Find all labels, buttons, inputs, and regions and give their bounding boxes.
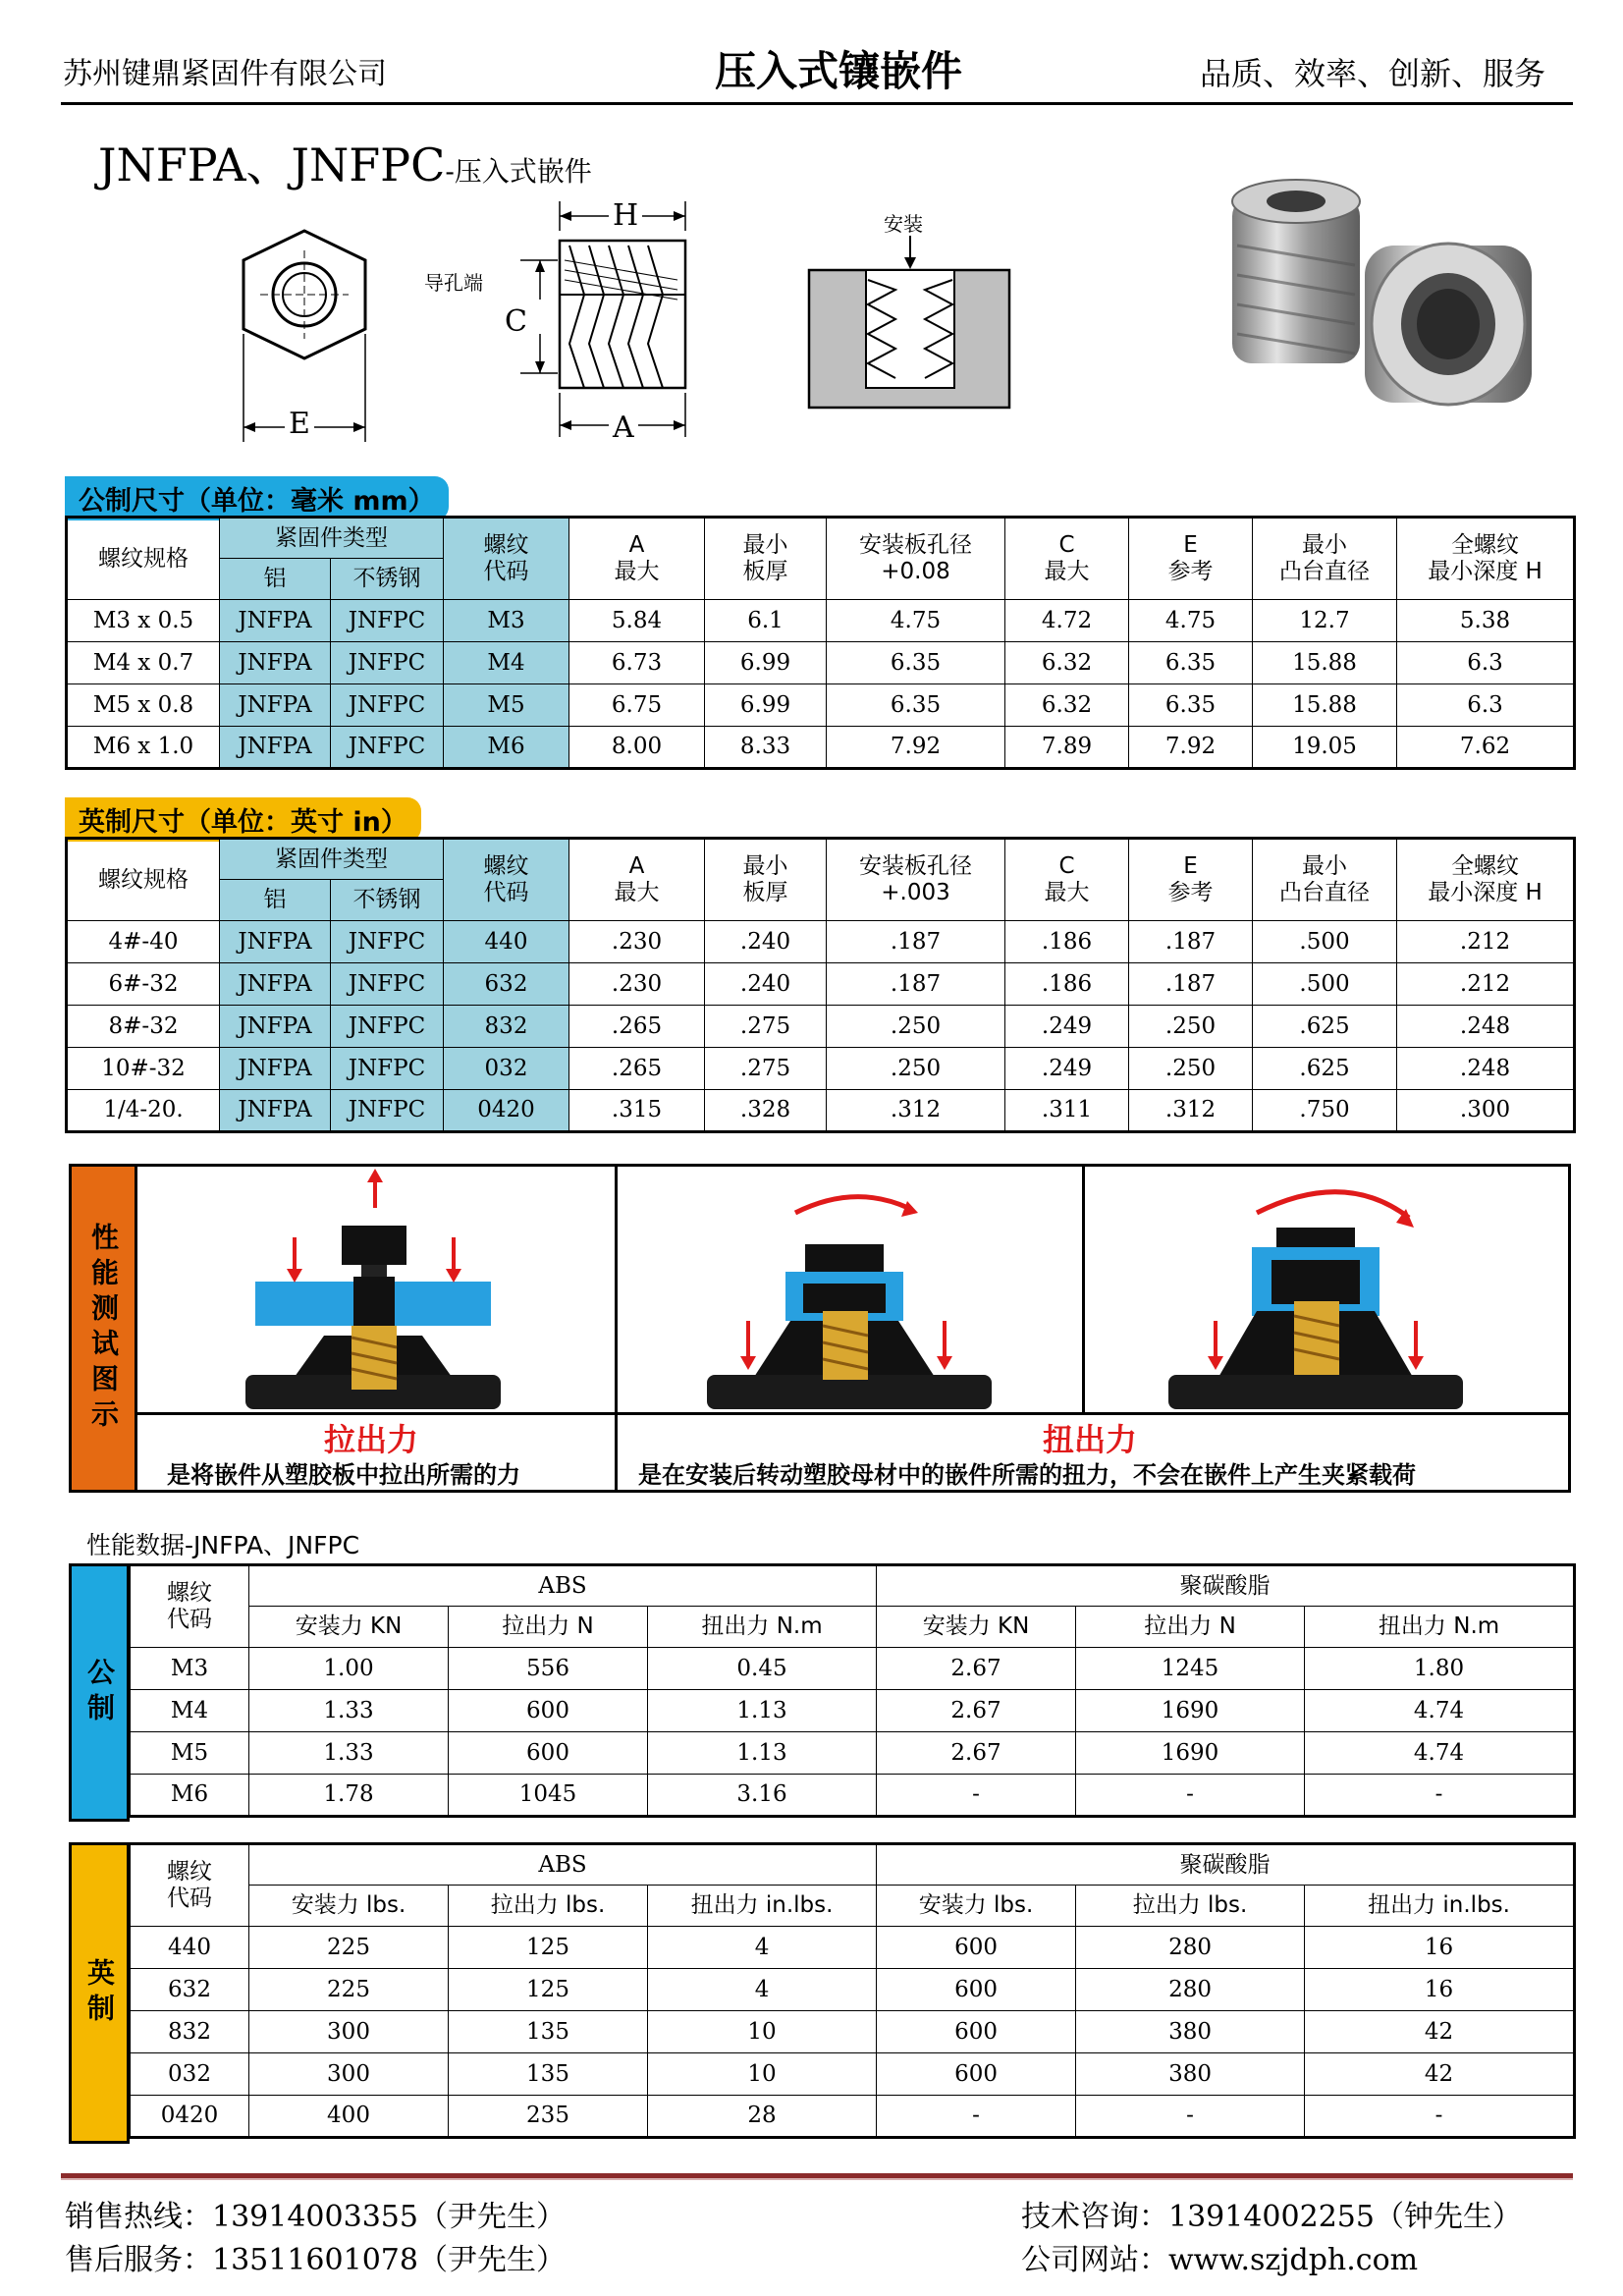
table-cell: 225 — [249, 1969, 449, 2011]
column-header: 安装力 KN — [877, 1607, 1076, 1648]
product-suffix: -压入式嵌件 — [445, 155, 592, 188]
page-title: 压入式镶嵌件 — [715, 47, 963, 95]
header-depth: 全螺纹 最小深度 H — [1397, 518, 1575, 600]
table-cell: JNFPA — [220, 600, 331, 642]
header-rule — [61, 102, 1573, 105]
table-cell: 280 — [1076, 1969, 1305, 2011]
table-cell: .315 — [569, 1090, 705, 1132]
torque-description: 是在安装后转动塑胶母材中的嵌件所需的扭力，不会在嵌件上产生夹紧载荷 — [638, 1461, 1416, 1489]
product-model: JNFPA、JNFPC — [98, 138, 446, 191]
table-cell: .250 — [1129, 1006, 1253, 1048]
table-cell: .230 — [569, 921, 705, 963]
table-cell: 8#-32 — [67, 1006, 220, 1048]
table-cell: 0420 — [444, 1090, 569, 1132]
table-cell: 2.67 — [877, 1648, 1076, 1690]
table-cell: JNFPA — [220, 1090, 331, 1132]
table-cell: 135 — [449, 2053, 648, 2096]
table-row — [67, 1048, 1575, 1090]
table-cell: 2.67 — [877, 1690, 1076, 1732]
imperial-size-rows — [67, 921, 1575, 1132]
divider — [135, 1167, 137, 1490]
table-cell: M4 x 0.7 — [67, 642, 220, 684]
column-header: 扭出力 N.m — [1305, 1607, 1575, 1648]
table-cell: 032 — [444, 1048, 569, 1090]
perf-imperial-rows — [130, 1927, 1575, 2138]
table-cell: 4.75 — [1129, 600, 1253, 642]
header-type: 紧固件类型 — [220, 839, 444, 880]
table-cell: 2.67 — [877, 1732, 1076, 1775]
perf-code-header: 螺纹 代码 — [130, 1844, 249, 1927]
metric-size-rows — [67, 600, 1575, 769]
table-cell: JNFPC — [331, 1090, 444, 1132]
table-cell: 600 — [877, 1927, 1076, 1969]
table-cell: JNFPC — [331, 921, 444, 963]
table-cell: 125 — [449, 1969, 648, 2011]
sales-hotline: 销售热线：13914003355（尹先生） — [65, 2200, 566, 2234]
table-cell: 556 — [449, 1648, 648, 1690]
table-cell: 16 — [1305, 1969, 1575, 2011]
table-cell: 10 — [648, 2011, 877, 2053]
header-thread: 螺纹规格 — [67, 518, 220, 600]
table-cell: 7.89 — [1005, 727, 1129, 769]
table-cell: 6.35 — [827, 642, 1005, 684]
group-abs: ABS — [249, 1844, 877, 1886]
product-photo — [1217, 177, 1551, 432]
header-a: A 最大 — [569, 518, 705, 600]
table-cell: JNFPC — [331, 963, 444, 1006]
header-code: 螺纹 代码 — [444, 839, 569, 921]
metric-size-table — [65, 516, 1576, 770]
table-row — [67, 1090, 1575, 1132]
table-cell: M3 — [130, 1648, 249, 1690]
table-cell: 4 — [648, 1969, 877, 2011]
table-cell: 400 — [249, 2096, 449, 2138]
table-cell: 0420 — [130, 2096, 249, 2138]
table-cell: .312 — [1129, 1090, 1253, 1132]
header-ss: 不锈钢 — [331, 559, 444, 600]
table-cell: M4 — [130, 1690, 249, 1732]
table-cell: JNFPA — [220, 963, 331, 1006]
table-cell: .500 — [1253, 963, 1397, 1006]
table-cell: .300 — [1397, 1090, 1575, 1132]
pull-out-description: 是将嵌件从塑胶板中拉出所需的力 — [167, 1461, 520, 1489]
label-h: H — [609, 198, 642, 233]
table-cell: 235 — [449, 2096, 648, 2138]
table-cell: 6.35 — [1129, 684, 1253, 727]
table-cell: 6.35 — [1129, 642, 1253, 684]
table-cell: JNFPA — [220, 1048, 331, 1090]
table-cell: JNFPA — [220, 921, 331, 963]
table-cell: 280 — [1076, 1927, 1305, 1969]
table-cell: M5 — [130, 1732, 249, 1775]
table-row — [67, 684, 1575, 727]
table-cell: 8.00 — [569, 727, 705, 769]
table-cell: 4.74 — [1305, 1732, 1575, 1775]
header-thread: 螺纹规格 — [67, 839, 220, 921]
table-row — [67, 963, 1575, 1006]
footer-rule — [61, 2173, 1573, 2180]
perf-metric-side-label: 公制 — [69, 1563, 130, 1822]
table-cell: .500 — [1253, 921, 1397, 963]
table-cell: 4.72 — [1005, 600, 1129, 642]
table-cell: .212 — [1397, 963, 1575, 1006]
table-row — [67, 642, 1575, 684]
table-cell: 4.74 — [1305, 1690, 1575, 1732]
table-cell: .212 — [1397, 921, 1575, 963]
column-header: 扭出力 in.lbs. — [1305, 1886, 1575, 1927]
table-cell: .248 — [1397, 1006, 1575, 1048]
table-cell: 300 — [249, 2011, 449, 2053]
table-cell: 15.88 — [1253, 642, 1397, 684]
table-cell: .187 — [827, 963, 1005, 1006]
perf-data-title: 性能数据-JNFPA、JNFPC — [86, 1531, 360, 1559]
table-cell: 1.13 — [648, 1690, 877, 1732]
column-header: 拉出力 N — [1076, 1607, 1305, 1648]
label-guide-end: 导孔端 — [424, 271, 483, 295]
table-cell: .750 — [1253, 1090, 1397, 1132]
table-cell: M5 — [444, 684, 569, 727]
torque-title: 扭出力 — [1043, 1421, 1138, 1458]
table-cell: .311 — [1005, 1090, 1129, 1132]
slogan: 品质、效率、创新、服务 — [1200, 55, 1546, 92]
table-cell: 5.38 — [1397, 600, 1575, 642]
table-cell: - — [1076, 2096, 1305, 2138]
perf-metric-rows — [130, 1648, 1575, 1817]
table-cell: .265 — [569, 1048, 705, 1090]
column-header: 拉出力 lbs. — [449, 1886, 648, 1927]
torque-illustration-2 — [1149, 1174, 1483, 1409]
table-cell: 1.33 — [249, 1690, 449, 1732]
header-c: C 最大 — [1005, 839, 1129, 921]
table-cell: .265 — [569, 1006, 705, 1048]
table-row — [130, 1648, 1575, 1690]
column-header: 安装力 lbs. — [877, 1886, 1076, 1927]
table-cell: .328 — [705, 1090, 827, 1132]
table-row — [67, 921, 1575, 963]
table-cell: .187 — [1129, 963, 1253, 1006]
table-row — [67, 600, 1575, 642]
label-a: A — [609, 410, 638, 445]
pull-out-title: 拉出力 — [324, 1421, 419, 1458]
header-min-sheet: 最小 板厚 — [705, 839, 827, 921]
table-cell: .187 — [1129, 921, 1253, 963]
table-cell: 600 — [877, 2011, 1076, 2053]
table-cell: 832 — [444, 1006, 569, 1048]
table-row — [67, 1006, 1575, 1048]
header-hole: 安装板孔径 +0.08 — [827, 518, 1005, 600]
table-cell: 3.16 — [648, 1775, 877, 1817]
table-cell: 8.33 — [705, 727, 827, 769]
column-header: 扭出力 N.m — [648, 1607, 877, 1648]
table-cell: M4 — [444, 642, 569, 684]
table-cell: 7.92 — [1129, 727, 1253, 769]
table-cell: 440 — [444, 921, 569, 963]
table-cell: JNFPC — [331, 727, 444, 769]
table-cell: 6.35 — [827, 684, 1005, 727]
table-cell: - — [1305, 2096, 1575, 2138]
header-hole: 安装板孔径 +.003 — [827, 839, 1005, 921]
table-cell: - — [1076, 1775, 1305, 1817]
product-name — [98, 130, 592, 194]
company-website[interactable]: 公司网站：www.szjdph.com — [1021, 2243, 1419, 2277]
table-cell: 6.1 — [705, 600, 827, 642]
table-cell: 1690 — [1076, 1690, 1305, 1732]
table-cell: 7.62 — [1397, 727, 1575, 769]
table-cell: 4 — [648, 1927, 877, 1969]
label-install: 安装 — [884, 212, 923, 236]
table-row — [130, 1775, 1575, 1817]
table-cell: - — [1305, 1775, 1575, 1817]
header-boss: 最小 凸台直径 — [1253, 518, 1397, 600]
table-row — [130, 1690, 1575, 1732]
table-cell: JNFPC — [331, 684, 444, 727]
table-cell: 600 — [449, 1732, 648, 1775]
after-sales: 售后服务：13511601078（尹先生） — [65, 2243, 566, 2277]
table-cell: 6.3 — [1397, 642, 1575, 684]
table-cell: 6.73 — [569, 642, 705, 684]
table-row — [130, 2053, 1575, 2096]
table-cell: .275 — [705, 1048, 827, 1090]
header-boss: 最小 凸台直径 — [1253, 839, 1397, 921]
table-cell: JNFPC — [331, 1048, 444, 1090]
table-cell: 6.99 — [705, 684, 827, 727]
table-cell: 16 — [1305, 1927, 1575, 1969]
metric-size-tag: 公制尺寸（单位：毫米 mm） — [65, 476, 449, 520]
table-cell: 1.78 — [249, 1775, 449, 1817]
table-cell: .250 — [1129, 1048, 1253, 1090]
tech-consult: 技术咨询：13914002255（钟先生） — [1021, 2200, 1522, 2234]
table-cell: .240 — [705, 921, 827, 963]
table-cell: 19.05 — [1253, 727, 1397, 769]
table-cell: .186 — [1005, 921, 1129, 963]
table-cell: M6 — [444, 727, 569, 769]
table-cell: 42 — [1305, 2053, 1575, 2096]
header-e: E 参考 — [1129, 839, 1253, 921]
perf-imperial-col-headers — [130, 1886, 1575, 1927]
table-row — [130, 1969, 1575, 2011]
table-cell: .249 — [1005, 1048, 1129, 1090]
table-cell: JNFPC — [331, 1006, 444, 1048]
table-cell: 135 — [449, 2011, 648, 2053]
table-row — [130, 1732, 1575, 1775]
table-cell: 0.45 — [648, 1648, 877, 1690]
perf-metric-col-headers — [130, 1607, 1575, 1648]
table-cell: .240 — [705, 963, 827, 1006]
table-cell: JNFPA — [220, 1006, 331, 1048]
table-cell: JNFPC — [331, 600, 444, 642]
table-cell: 12.7 — [1253, 600, 1397, 642]
table-cell: M3 x 0.5 — [67, 600, 220, 642]
header-a: A 最大 — [569, 839, 705, 921]
table-cell: 4#-40 — [67, 921, 220, 963]
table-cell: 5.84 — [569, 600, 705, 642]
table-cell: JNFPA — [220, 642, 331, 684]
header-depth: 全螺纹 最小深度 H — [1397, 839, 1575, 921]
divider — [1082, 1167, 1085, 1412]
table-cell: 440 — [130, 1927, 249, 1969]
table-row — [130, 2011, 1575, 2053]
table-cell: JNFPA — [220, 684, 331, 727]
table-cell: 1.13 — [648, 1732, 877, 1775]
table-row — [130, 2096, 1575, 2138]
table-cell: 1690 — [1076, 1732, 1305, 1775]
table-cell: 125 — [449, 1927, 648, 1969]
table-cell: 6.99 — [705, 642, 827, 684]
table-cell: 6#-32 — [67, 963, 220, 1006]
table-cell: 600 — [877, 2053, 1076, 2096]
header-al: 铝 — [220, 559, 331, 600]
table-cell: - — [877, 1775, 1076, 1817]
table-row — [130, 1927, 1575, 1969]
table-cell: 380 — [1076, 2053, 1305, 2096]
table-cell: 1045 — [449, 1775, 648, 1817]
table-cell: 1/4-20. — [67, 1090, 220, 1132]
table-cell: 6.32 — [1005, 642, 1129, 684]
company-name: 苏州键鼎紧固件有限公司 — [63, 57, 387, 91]
table-cell: 10#-32 — [67, 1048, 220, 1090]
table-cell: .186 — [1005, 963, 1129, 1006]
perf-imperial-side-label: 英制 — [69, 1842, 130, 2144]
header-type: 紧固件类型 — [220, 518, 444, 559]
table-cell: 632 — [130, 1969, 249, 2011]
table-cell: JNFPA — [220, 727, 331, 769]
table-cell: .312 — [827, 1090, 1005, 1132]
table-cell: 600 — [449, 1690, 648, 1732]
table-cell: 300 — [249, 2053, 449, 2096]
table-cell: 1.33 — [249, 1732, 449, 1775]
table-cell: .275 — [705, 1006, 827, 1048]
table-cell: .249 — [1005, 1006, 1129, 1048]
table-cell: 032 — [130, 2053, 249, 2096]
table-cell: 28 — [648, 2096, 877, 2138]
table-cell: 6.32 — [1005, 684, 1129, 727]
group-pc: 聚碳酸脂 — [877, 1844, 1575, 1886]
table-cell: .230 — [569, 963, 705, 1006]
header-min-sheet: 最小 板厚 — [705, 518, 827, 600]
divider — [615, 1167, 618, 1490]
table-cell: .250 — [827, 1006, 1005, 1048]
table-cell: 10 — [648, 2053, 877, 2096]
table-cell: .625 — [1253, 1006, 1397, 1048]
table-cell: - — [877, 2096, 1076, 2138]
group-pc: 聚碳酸脂 — [877, 1565, 1575, 1607]
table-cell: JNFPC — [331, 642, 444, 684]
installed-section-drawing — [807, 236, 1013, 412]
table-cell: 1.80 — [1305, 1648, 1575, 1690]
column-header: 安装力 lbs. — [249, 1886, 449, 1927]
table-cell: 632 — [444, 963, 569, 1006]
pull-out-illustration — [226, 1169, 520, 1409]
group-abs: ABS — [249, 1565, 877, 1607]
table-cell: 42 — [1305, 2011, 1575, 2053]
table-cell: 380 — [1076, 2011, 1305, 2053]
perf-imperial-table — [128, 1842, 1576, 2139]
table-cell: 15.88 — [1253, 684, 1397, 727]
header-ss: 不锈钢 — [331, 880, 444, 921]
label-c: C — [505, 304, 527, 339]
table-cell: 1.00 — [249, 1648, 449, 1690]
table-cell: M6 — [130, 1775, 249, 1817]
table-cell: 4.75 — [827, 600, 1005, 642]
torque-illustration-1 — [687, 1174, 1011, 1409]
perf-metric-table — [128, 1563, 1576, 1818]
table-cell: .625 — [1253, 1048, 1397, 1090]
column-header: 拉出力 N — [449, 1607, 648, 1648]
imperial-size-table — [65, 837, 1576, 1133]
table-cell: M5 x 0.8 — [67, 684, 220, 727]
header-c: C 最大 — [1005, 518, 1129, 600]
perf-code-header: 螺纹 代码 — [130, 1565, 249, 1648]
table-cell: 7.92 — [827, 727, 1005, 769]
table-cell: 6.75 — [569, 684, 705, 727]
table-cell: M6 x 1.0 — [67, 727, 220, 769]
table-cell: 600 — [877, 1969, 1076, 2011]
perf-test-side-label: 性能测试图示 — [72, 1167, 135, 1490]
header-al: 铝 — [220, 880, 331, 921]
column-header: 安装力 KN — [249, 1607, 449, 1648]
table-cell: 6.3 — [1397, 684, 1575, 727]
table-cell: 225 — [249, 1927, 449, 1969]
table-cell: .187 — [827, 921, 1005, 963]
table-cell: 1245 — [1076, 1648, 1305, 1690]
label-e: E — [285, 407, 314, 441]
header-e: E 参考 — [1129, 518, 1253, 600]
column-header: 扭出力 in.lbs. — [648, 1886, 877, 1927]
table-cell: 832 — [130, 2011, 249, 2053]
table-cell: .248 — [1397, 1048, 1575, 1090]
table-cell: .250 — [827, 1048, 1005, 1090]
header-code: 螺纹 代码 — [444, 518, 569, 600]
table-cell: M3 — [444, 600, 569, 642]
table-row — [67, 727, 1575, 769]
column-header: 拉出力 lbs. — [1076, 1886, 1305, 1927]
imperial-size-tag: 英制尺寸（单位：英寸 in） — [65, 797, 421, 842]
